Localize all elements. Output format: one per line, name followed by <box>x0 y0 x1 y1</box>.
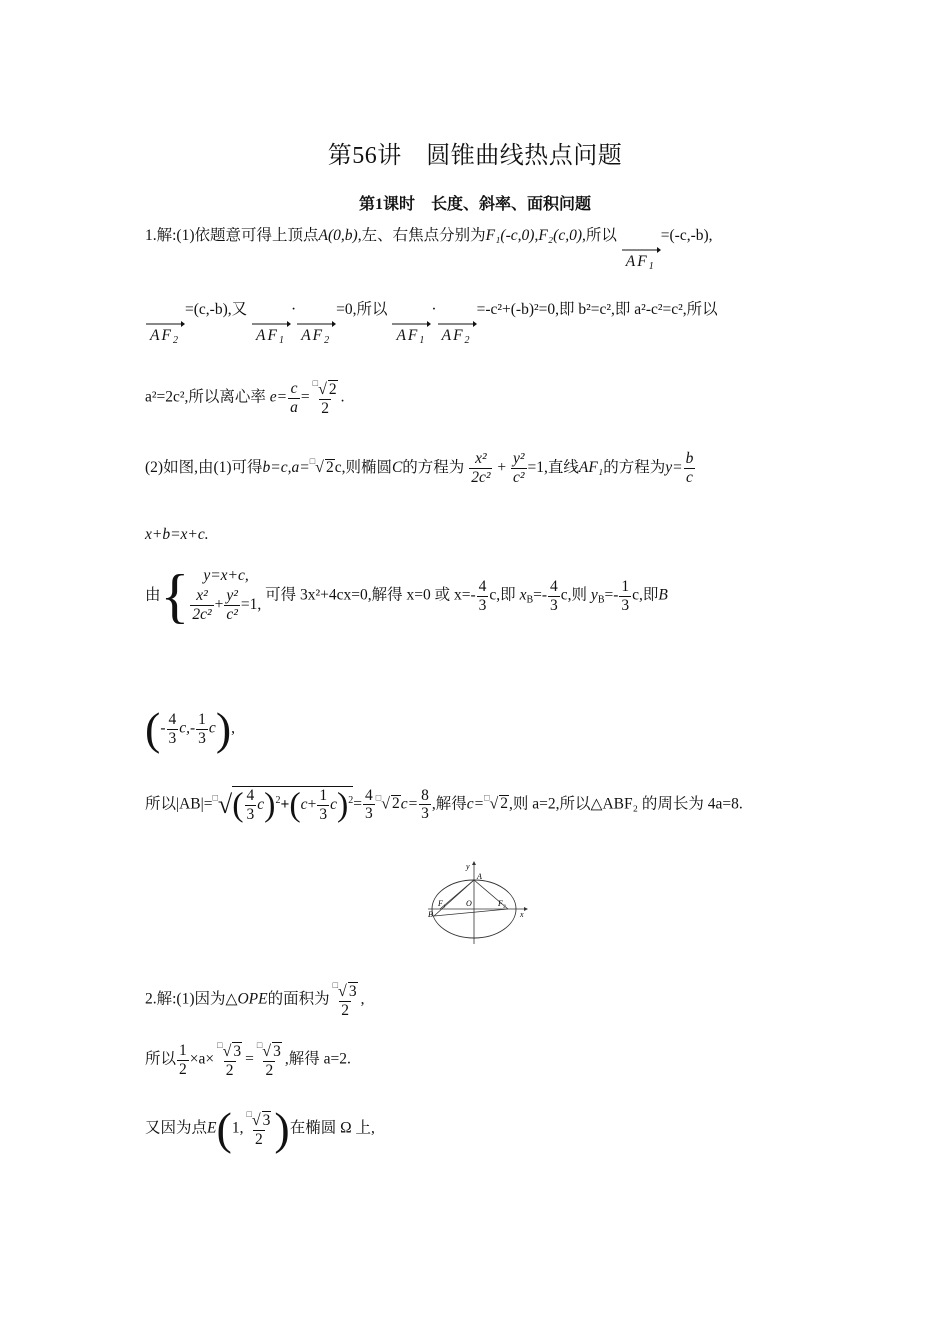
fig-label-O: O <box>466 899 472 908</box>
p2-line3: 又因为点E(1, $\frac{^□√ 3}{2}$ )在椭圆 Ω 上, <box>145 1103 375 1154</box>
fraction-sqrt3-over-2: $\frac{^□√ 3}{2}$ <box>332 980 357 1020</box>
radical-expression: ( $\frac{4}{3}$ c)$^2$+(c+ $\frac{1}{3}$ c)$^2$ <box>232 786 354 824</box>
p2-line2: 所以 $\frac{1}{2}$ ×a× $\frac{^□√ 3}{2}$ = $\frac{^□√ 3}{2}$ ,解得 a=2. <box>145 1040 351 1080</box>
fig-label-A: A <box>477 872 482 881</box>
equation-system: { y=x+c, $\frac{\text{x²}}{\text{2c²}}$ + $\frac{\text{y²}}{\text{c²}}$ =1, <box>160 563 262 629</box>
fig-label-F1: F₁ <box>438 899 446 908</box>
fraction-b-over-c: $\frac{b}{c}$ <box>685 450 694 486</box>
vector-AF1: $AF_1$ <box>391 320 431 346</box>
fig-label-B: B <box>428 910 433 919</box>
fraction-4-over-3: $\frac{4}{3}$ <box>478 577 487 614</box>
fraction-y2-over-c2: $\frac{\text{y²}}{\text{c²}}$ <box>512 450 525 486</box>
fig-label-F2: F₂ <box>498 899 506 908</box>
ellipse-figure <box>420 860 530 945</box>
p1-line8: 所以|AB|=□√( $\frac{4}{3}$ c)$^2$+(c+ $\frac{1}{3}$ c)$^2$= $\frac{4}{3}$ □√ 2c= $\frac{8}{3}$ ,解得c=□√ 2,则 a=2,所以△ABF₂ 的周长为 4a=8. <box>145 786 743 824</box>
p1-line6: 由 { y=x+c, $\frac{\text{x²}}{\text{2c²}}$ + $\frac{\text{y²}}{\text{c²}}$ =1, 可得 3x²+4cx=0,解得 x=0 或 x=- $\frac{4}{3}$ c,即 $x_B=-$ $\frac{4}{3}$ c,则 $y_B=-$ $\frac{1}{3}$ c,即B <box>145 563 668 629</box>
page-subtitle: 第1课时 长度、斜率、面积问题 <box>358 196 591 213</box>
vector-AF1: $AF_1$ <box>251 320 291 346</box>
vector-AF2: $AF_2$ <box>296 320 336 346</box>
p1-line1: 1.解:(1)依题意可得上顶点A(0,b),左、右焦点分别为F₁(-c,0),F₂(c,0),所以 $AF_1$ =(-c,-b), <box>145 227 713 272</box>
p2-line1: 2.解:(1)因为△OPE的面积为 $\frac{^□√ 3}{2}$ , <box>145 980 365 1020</box>
vector-AF2: $AF_2$ <box>145 320 185 346</box>
page-title: 第56讲 圆锥曲线热点问题 <box>327 143 623 169</box>
p1-line5: x+b=x+c. <box>145 526 209 543</box>
vector-AF2: $AF_2$ <box>437 320 477 346</box>
p1-line4: (2)如图,由(1)可得b=c,a=□√ 2c,则椭圆C的方程为 $\frac{\text{x²}}{\text{2c²}}$ + $\frac{\text{y²}}{\text{c²}}$ =1,直线AF₁的方程为y= $\frac{b}{c}$ <box>145 450 694 486</box>
p1-line2: $AF_2$ =(c,-b),又 $AF_1$ · $AF_2$ =0,所以 $AF_1$ · $AF_2$ =-c²+(-b)²=0,即 b²=c²,即 a²-c²=c²,所以 <box>145 302 718 346</box>
fraction-c-over-a: $\frac{c}{a}$ <box>290 379 298 416</box>
p1-line7: (- $\frac{4}{3}$ c,- $\frac{1}{3}$ c), <box>145 703 236 754</box>
fraction-1-over-3: $\frac{1}{3}$ <box>621 577 630 614</box>
p1-line3: a²=2c²,所以离心率 e= $\frac{c}{a}$ = $\frac{^□√ 2}{2}$ . <box>145 378 345 418</box>
fraction-sqrt2-over-2: $\frac{^□√ 2}{2}$ <box>312 378 337 418</box>
fig-label-y: y <box>466 862 470 871</box>
fraction-x2-over-2c2: $\frac{\text{x²}}{\text{2c²}}$ <box>471 450 491 486</box>
fig-label-x: x <box>520 910 524 919</box>
vector-AF1: $AF_1$ <box>621 246 661 272</box>
